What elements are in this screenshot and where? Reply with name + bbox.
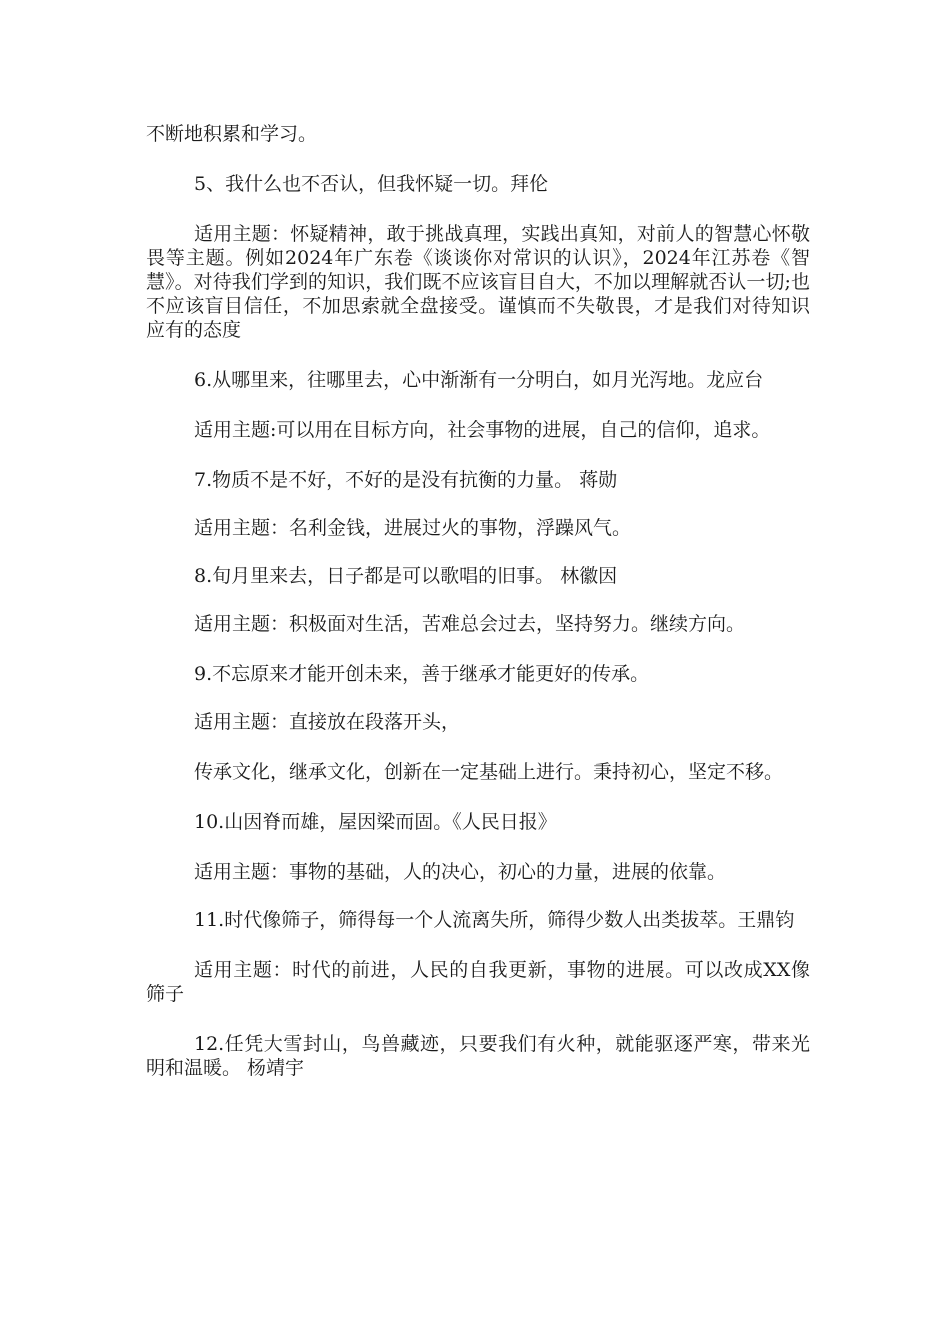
paragraph-11: 传承文化，继承文化，创新在一定基础上进行。秉持初心，坚定不移。 <box>194 761 784 783</box>
paragraph-10: 适用主题：直接放在段落开头， <box>194 711 461 733</box>
paragraph-2: 适用主题：怀疑精神，敢于挑战真理，实践出真知，对前人的智慧心怀敬畏等主题。例如2024年广东卷《谈谈你对常识的认识》，2024年江苏卷《智慧》。对待我们学到的知识，我们既不应该盲目自大，不加以理解就否认一切;也不应该盲目信任，不加思索就全盘接受。谨慎而不失敬畏，才是我们对待知识应有的态度 <box>146 223 810 341</box>
paragraph-0: 不断地积累和学习。 <box>146 123 318 145</box>
paragraph-15: 适用主题：时代的前进，人民的自我更新，事物的进展。可以改成XX像筛子 <box>146 959 810 1005</box>
paragraph-8: 适用主题：积极面对生活，苦难总会过去，坚持努力。继续方向。 <box>194 613 746 635</box>
paragraph-16: 12.任凭大雪封山，鸟兽藏迹，只要我们有火种，就能驱逐严寒，带来光明和温暖。 杨靖宇 <box>146 1033 810 1079</box>
paragraph-9: 9.不忘原来才能开创未来，善于继承才能更好的传承。 <box>194 663 650 685</box>
paragraph-4: 适用主题:可以用在目标方向，社会事物的进展，自己的信仰，追求。 <box>194 419 771 441</box>
paragraph-1: 5、我什么也不否认，但我怀疑一切。拜伦 <box>194 173 549 195</box>
document-page <box>146 122 810 1080</box>
paragraph-3: 6.从哪里来，往哪里去，心中渐渐有一分明白，如月光泻地。龙应台 <box>194 369 764 391</box>
paragraph-5: 7.物质不是不好，不好的是没有抗衡的力量。 蒋勋 <box>194 469 618 491</box>
paragraph-6: 适用主题：名利金钱，进展过火的事物，浮躁风气。 <box>194 517 632 539</box>
paragraph-12: 10.山因脊而雄，屋因梁而固。《人民日报》 <box>194 811 557 833</box>
paragraph-7: 8.旬月里来去，日子都是可以歌唱的旧事。 林徽因 <box>194 565 618 587</box>
paragraph-14: 11.时代像筛子，筛得每一个人流离失所，筛得少数人出类拔萃。王鼎钧 <box>194 909 795 931</box>
paragraph-13: 适用主题：事物的基础，人的决心，初心的力量，进展的依靠。 <box>194 861 727 883</box>
